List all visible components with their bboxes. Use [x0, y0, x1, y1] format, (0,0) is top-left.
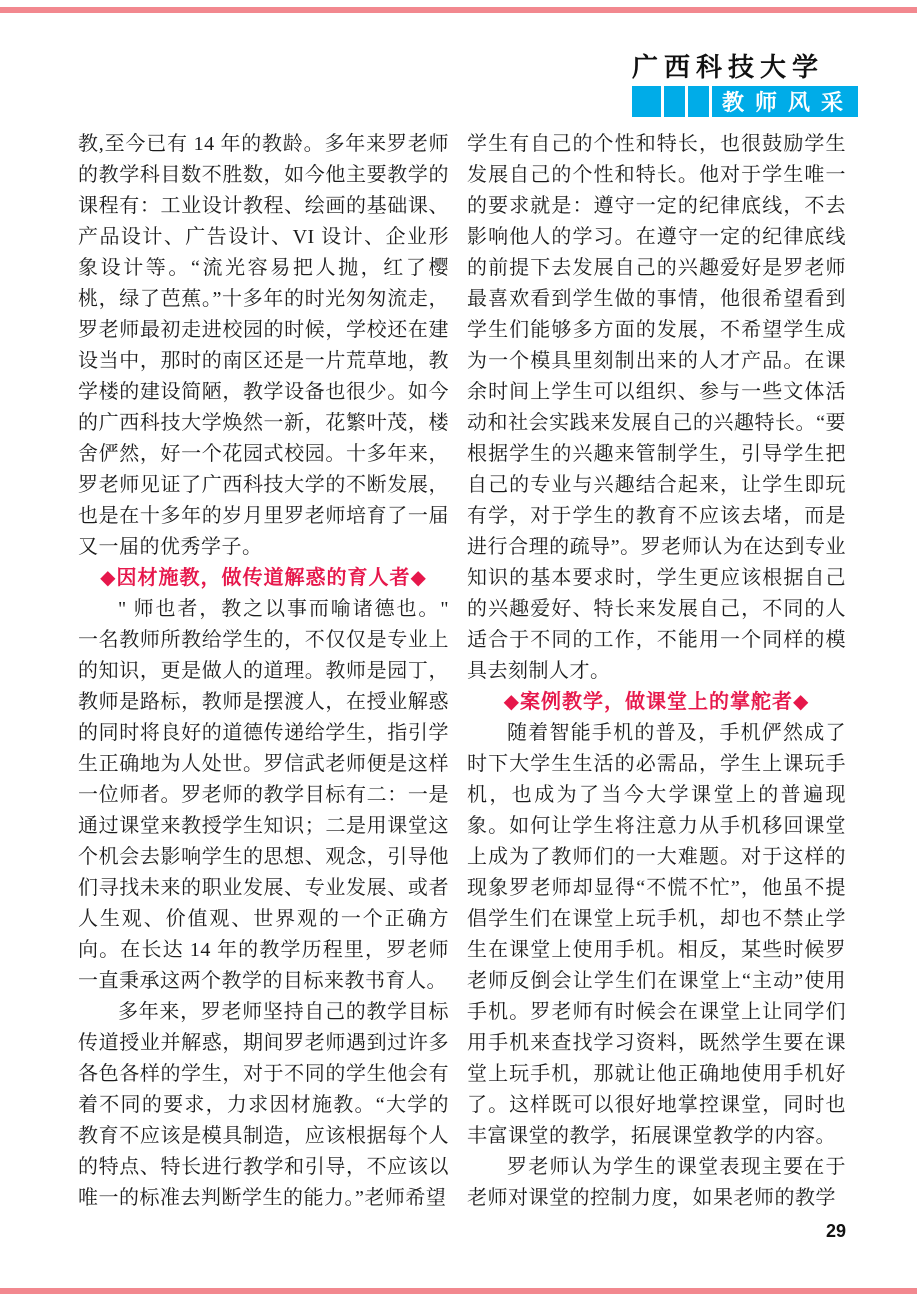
page-number: 29 — [826, 1221, 847, 1241]
top-accent-bar — [0, 7, 917, 13]
banner-stripe-divider — [661, 86, 664, 117]
body-paragraph: 多年来，罗老师坚持自己的教学目标传道授业并解惑，期间罗老师遇到过许多各色各样的学生，对于不同的学生他会有着不同的要求，力求因材施教。“大学的教育不应该是模具制造，应该根据每个人的特点、特长进行教学和引导，不应该以唯一的标准去判断学生的能力。”老师希望 — [78, 1001, 449, 1209]
bottom-accent-bar — [0, 1288, 917, 1294]
section-banner — [632, 86, 858, 117]
body-paragraph: 教,至今已有 14 年的教龄。多年来罗老师的教学科目数不胜数，如今他主要教学的课程有：工业设计教程、绘画的基础课、产品设计、广告设计、VI 设计、企业形象设计等。“流光容易把人抛，红了樱桃，绿了芭蕉。”十多年的时光匆匆流走，罗老师最初走进校园的时候，学校还在建设当中，那时的南区还是一片荒草地，教学楼的建设简陋，教学设备也很少。如今的广西科技大学焕然一新，花繁叶茂，楼舍俨然，好一个花园式校园。十多年来，罗老师见证了广西科技大学的不断发展，也是在十多年的岁月里罗老师培育了一届又一届的优秀学子。 — [78, 133, 449, 558]
banner-title: 教师风采 — [721, 90, 854, 115]
right-column — [467, 129, 846, 1214]
body-paragraph: 罗老师认为学生的课堂表现主要在于老师对课堂的控制力度，如果老师的教学 — [467, 1156, 846, 1209]
body-paragraph: " 师也者，教之以事而喻诸德也。" 一名教师所教给学生的，不仅仅是专业上的知识，更是做人的道理。教师是园丁，教师是路标，教师是摆渡人，在授业解惑的同时将良好的道德传递给学生，指引学生正确地为人处世。罗信武老师便是这样一位师者。罗老师的教学目标有二：一是通过课堂来教授学生知识；二是用课堂这个机会去影响学生的思想、观念，引导他们寻找未来的职业发展、专业发展、或者人生观、价值观、世界观的一个正确方向。在长达 14 年的教学历程里，罗老师一直秉承这两个教学的目标来教书育人。 — [78, 598, 449, 992]
body-paragraph: 随着智能手机的普及，手机俨然成了时下大学生生活的必需品，学生上课玩手机，也成为了当今大学课堂上的普遍现象。如何让学生将注意力从手机移回课堂上成为了教师们的一大难题。对于这样的现象罗老师却显得“不慌不忙”，他虽不提倡学生们在课堂上玩手机，却也不禁止学生在课堂上使用手机。相反，某些时候罗老师反倒会让学生们在课堂上“主动”使用手机。罗老师有时候会在课堂上让同学们用手机来查找学习资料，既然学生要在课堂上玩手机，那就让他正确地使用手机好了。这样既可以很好地掌控课堂，同时也丰富课堂的教学，拓展课堂教学的内容。 — [467, 722, 846, 1147]
university-title: 广西科技大学 — [632, 53, 825, 82]
section-heading: ◆因材施教，做传道解惑的育人者◆ — [100, 567, 427, 589]
left-column — [78, 129, 449, 1214]
body-paragraph: 学生有自己的个性和特长，也很鼓励学生发展自己的个性和特长。他对于学生唯一的要求就是：遵守一定的纪律底线，不去影响他人的学习。在遵守一定的纪律底线的前提下去发展自己的兴趣爱好是罗老师最喜欢看到学生做的事情，他很希望看到学生们能够多方面的发展，不希望学生成为一个模具里刻制出来的人才产品。在课余时间上学生可以组织、参与一些文体活动和社会实践来发展自己的兴趣特长。“要根据学生的兴趣来管制学生，引导学生把自己的专业与兴趣结合起来，让学生即玩有学，对于学生的教育不应该去堵，而是进行合理的疏导”。罗老师认为在达到专业知识的基本要求时，学生更应该根据自己的兴趣爱好、特长来发展自己，不同的人适合于不同的工作，不能用一个同样的模具去刻制人才。 — [467, 133, 846, 682]
banner-stripe-divider — [709, 86, 712, 117]
banner-stripe-divider — [685, 86, 688, 117]
page-header — [632, 53, 858, 117]
section-heading: ◆案例教学，做课堂上的掌舵者◆ — [503, 691, 810, 713]
